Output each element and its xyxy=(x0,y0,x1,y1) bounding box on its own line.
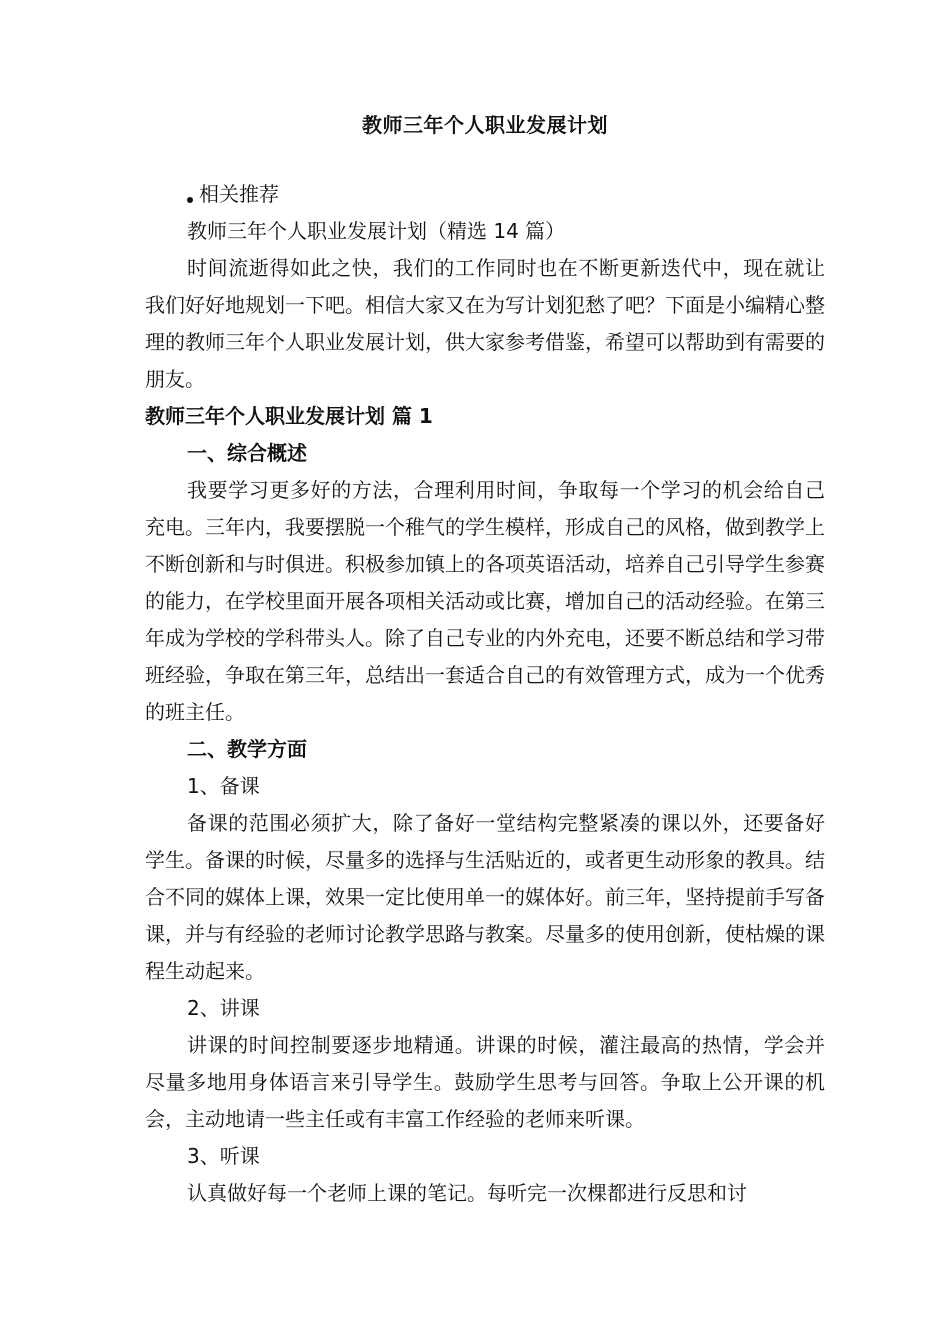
lecturing-paragraph: 讲课的时间控制要逐步地精通。讲课的时候，灌注最高的热情，学会并尽量多地用身体语言来引导学生。鼓励学生思考与回答。争取上公开课的机会，主动地请一些主任或有丰富工作经验的老师来听课。 xyxy=(145,1033,825,1131)
related-label: 相关推荐 xyxy=(199,182,279,206)
subheading-lesson-prep: 1、备课 xyxy=(187,774,260,798)
heading-teaching: 二、教学方面 xyxy=(187,737,307,761)
document-page xyxy=(145,108,825,1212)
document-title: 教师三年个人职业发展计划 xyxy=(362,113,608,137)
document-subtitle: 教师三年个人职业发展计划（精选 14 篇） xyxy=(187,219,566,243)
subheading-observation: 3、听课 xyxy=(187,1144,260,1168)
overview-paragraph: 我要学习更多好的方法，合理利用时间，争取每一个学习的机会给自己充电。三年内，我要摆脱一个稚气的学生模样，形成自己的风格，做到教学上不断创新和与时俱进。积极参加镇上的各项英语活动，培养自己引导学生参赛的能力，在学校里面开展各项相关活动或比赛，增加自己的活动经验。在第三年成为学校的学科带头人。除了自己专业的内外充电，还要不断总结和学习带班经验，争取在第三年，总结出一套适合自己的有效管理方式，成为一个优秀的班主任。 xyxy=(145,478,825,724)
section-title: 教师三年个人职业发展计划 篇 1 xyxy=(145,404,433,428)
subheading-lecturing: 2、讲课 xyxy=(187,996,260,1020)
heading-overview: 一、综合概述 xyxy=(187,441,307,465)
bullet-icon xyxy=(187,197,193,203)
observation-paragraph: 认真做好每一个老师上课的笔记。每听完一次棵都进行反思和讨 xyxy=(187,1181,747,1205)
related-recommendation[interactable] xyxy=(145,176,825,213)
intro-paragraph: 时间流逝得如此之快，我们的工作同时也在不断更新迭代中，现在就让我们好好地规划一下吧。相信大家又在为写计划犯愁了吧？下面是小编精心整理的教师三年个人职业发展计划，供大家参考借鉴，希望可以帮助到有需要的朋友。 xyxy=(145,256,825,391)
lesson-prep-paragraph: 备课的范围必须扩大，除了备好一堂结构完整紧凑的课以外，还要备好学生。备课的时候，尽量多的选择与生活贴近的，或者更生动形象的教具。结合不同的媒体上课，效果一定比使用单一的媒体好。前三年，坚持提前手写备课，并与有经验的老师讨论教学思路与教案。尽量多的使用创新，使枯燥的课程生动起来。 xyxy=(145,811,825,983)
